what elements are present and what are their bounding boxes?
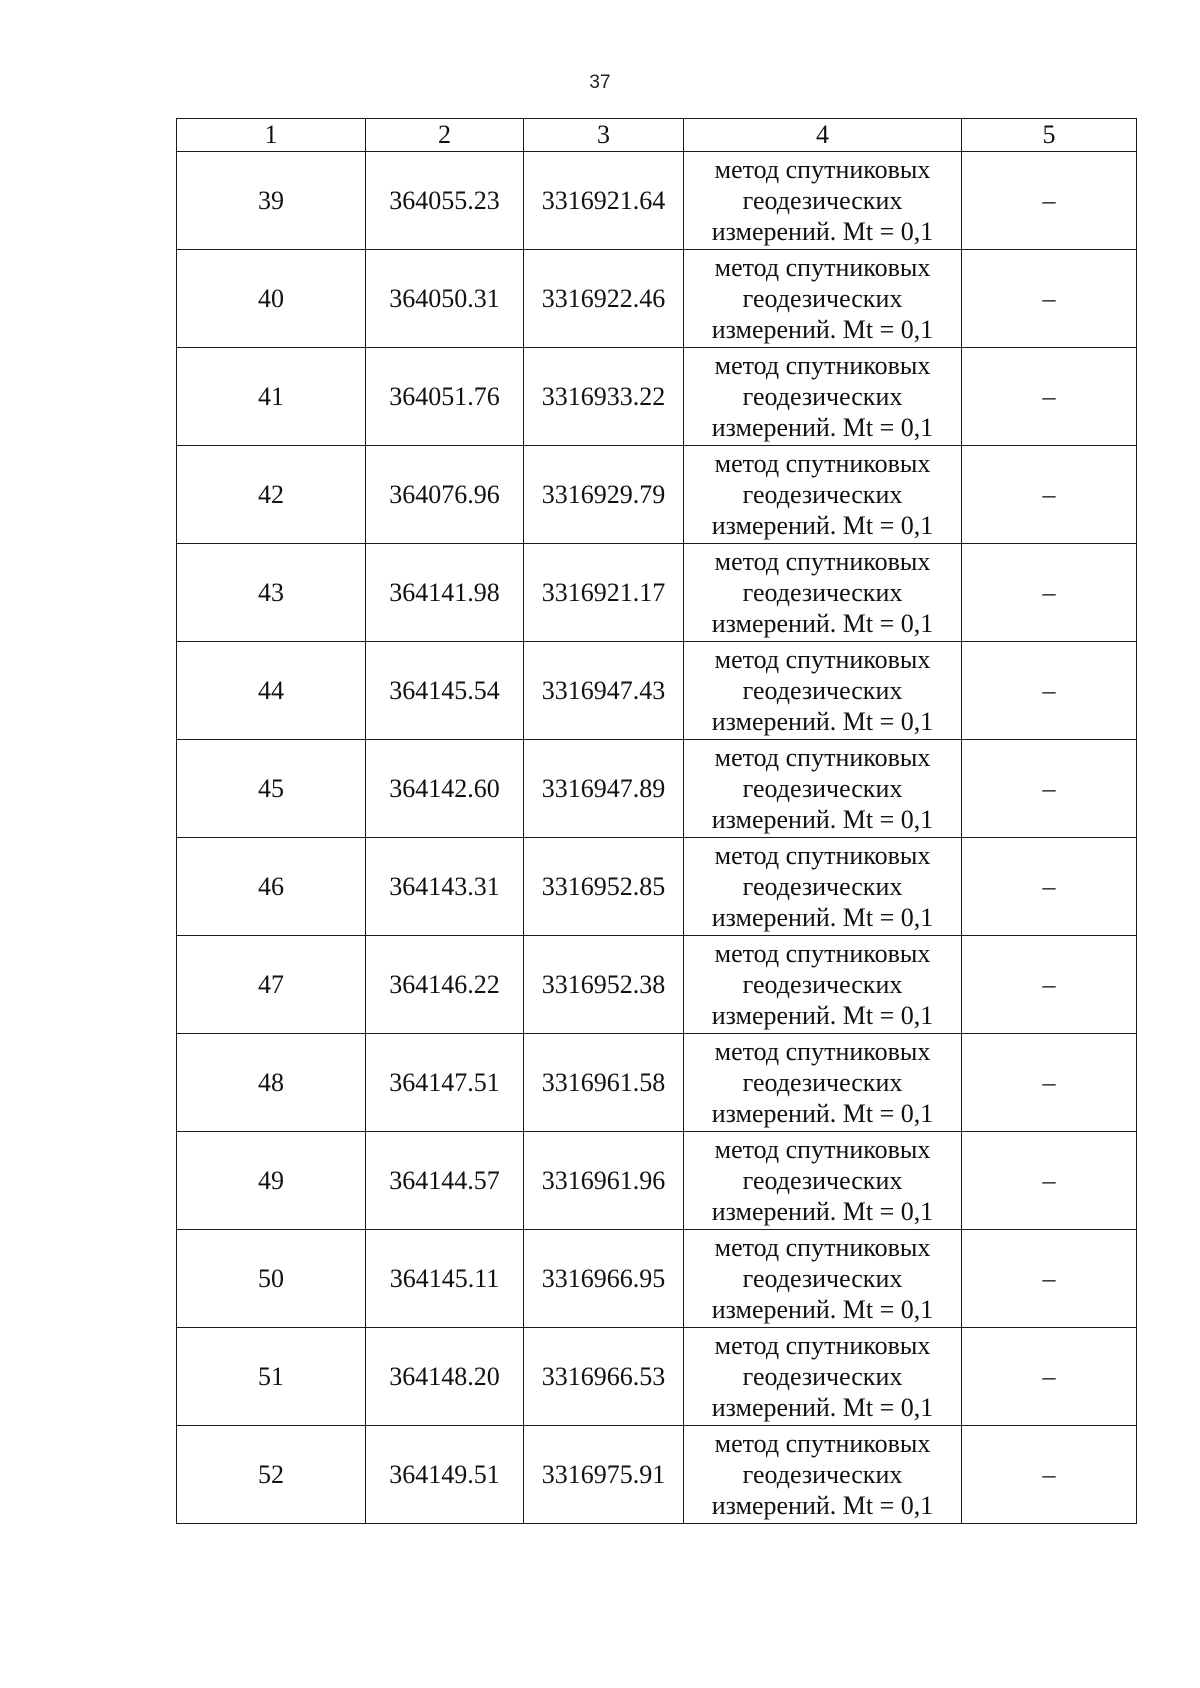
- method-text: [684, 1134, 961, 1227]
- coordinate-y-cell: 3316952.85: [524, 838, 684, 936]
- method-cell: [684, 838, 962, 936]
- method-line: геодезических: [742, 1460, 903, 1489]
- method-line: геодезических: [742, 1166, 903, 1195]
- method-line: геодезических: [742, 774, 903, 803]
- method-text: [684, 938, 961, 1031]
- table-row: [177, 1426, 1137, 1524]
- method-line: геодезических: [742, 186, 903, 215]
- header-col-1: 1: [177, 119, 366, 152]
- note-cell: –: [962, 642, 1137, 740]
- note-cell: –: [962, 1034, 1137, 1132]
- table-row: [177, 642, 1137, 740]
- note-cell: –: [962, 152, 1137, 250]
- coordinate-y-cell: 3316922.46: [524, 250, 684, 348]
- page-number: 37: [589, 72, 611, 93]
- coordinate-x-cell: 364149.51: [366, 1426, 524, 1524]
- method-line: измерений. Mt = 0,1: [711, 1393, 934, 1422]
- method-text: [684, 644, 961, 737]
- method-line: метод спутниковых: [714, 547, 931, 576]
- point-number-cell: 46: [177, 838, 366, 936]
- method-text: [684, 448, 961, 541]
- point-number-cell: 47: [177, 936, 366, 1034]
- coordinate-x-cell: 364055.23: [366, 152, 524, 250]
- point-number-cell: 39: [177, 152, 366, 250]
- table-row: [177, 152, 1137, 250]
- method-cell: [684, 1034, 962, 1132]
- point-number-cell: 51: [177, 1328, 366, 1426]
- coordinates-table: [176, 118, 1137, 1524]
- coordinate-x-cell: 364142.60: [366, 740, 524, 838]
- method-line: геодезических: [742, 382, 903, 411]
- point-number-cell: 43: [177, 544, 366, 642]
- coordinate-x-cell: 364141.98: [366, 544, 524, 642]
- method-line: измерений. Mt = 0,1: [711, 1099, 934, 1128]
- coordinate-y-cell: 3316921.64: [524, 152, 684, 250]
- method-line: измерений. Mt = 0,1: [711, 1295, 934, 1324]
- method-cell: [684, 1132, 962, 1230]
- method-text: [684, 1036, 961, 1129]
- method-cell: [684, 1426, 962, 1524]
- table-body: [177, 152, 1137, 1524]
- method-line: геодезических: [742, 1264, 903, 1293]
- coordinate-y-cell: 3316961.58: [524, 1034, 684, 1132]
- coordinate-x-cell: 364050.31: [366, 250, 524, 348]
- note-cell: –: [962, 250, 1137, 348]
- note-cell: –: [962, 838, 1137, 936]
- coordinate-x-cell: 364148.20: [366, 1328, 524, 1426]
- method-text: [684, 840, 961, 933]
- table-row: [177, 446, 1137, 544]
- coordinate-x-cell: 364145.54: [366, 642, 524, 740]
- method-line: метод спутниковых: [714, 1135, 931, 1164]
- note-cell: –: [962, 348, 1137, 446]
- method-line: измерений. Mt = 0,1: [711, 707, 934, 736]
- table-row: [177, 348, 1137, 446]
- table-row: [177, 838, 1137, 936]
- table-header: [177, 119, 1137, 152]
- method-line: измерений. Mt = 0,1: [711, 903, 934, 932]
- table-row: [177, 544, 1137, 642]
- method-line: метод спутниковых: [714, 253, 931, 282]
- coordinate-x-cell: 364143.31: [366, 838, 524, 936]
- method-line: геодезических: [742, 1068, 903, 1097]
- point-number-cell: 41: [177, 348, 366, 446]
- coordinate-x-cell: 364144.57: [366, 1132, 524, 1230]
- header-col-3: 3: [524, 119, 684, 152]
- method-cell: [684, 250, 962, 348]
- point-number-cell: 45: [177, 740, 366, 838]
- note-cell: –: [962, 1426, 1137, 1524]
- method-text: [684, 1232, 961, 1325]
- note-cell: –: [962, 740, 1137, 838]
- note-cell: –: [962, 1328, 1137, 1426]
- coordinate-y-cell: 3316966.53: [524, 1328, 684, 1426]
- coordinate-y-cell: 3316961.96: [524, 1132, 684, 1230]
- method-line: метод спутниковых: [714, 1331, 931, 1360]
- method-line: геодезических: [742, 284, 903, 313]
- method-line: измерений. Mt = 0,1: [711, 1001, 934, 1030]
- table-row: [177, 1328, 1137, 1426]
- coordinate-y-cell: 3316921.17: [524, 544, 684, 642]
- method-line: геодезических: [742, 578, 903, 607]
- note-cell: –: [962, 1230, 1137, 1328]
- note-cell: –: [962, 544, 1137, 642]
- note-cell: –: [962, 1132, 1137, 1230]
- method-line: метод спутниковых: [714, 449, 931, 478]
- table-row: [177, 1132, 1137, 1230]
- point-number-cell: 44: [177, 642, 366, 740]
- method-line: измерений. Mt = 0,1: [711, 1491, 934, 1520]
- method-text: [684, 154, 961, 247]
- coordinate-x-cell: 364146.22: [366, 936, 524, 1034]
- coordinate-x-cell: 364076.96: [366, 446, 524, 544]
- method-line: метод спутниковых: [714, 743, 931, 772]
- method-cell: [684, 544, 962, 642]
- table-row: [177, 1230, 1137, 1328]
- method-line: метод спутниковых: [714, 1037, 931, 1066]
- coordinate-y-cell: 3316933.22: [524, 348, 684, 446]
- coordinate-x-cell: 364147.51: [366, 1034, 524, 1132]
- method-line: геодезических: [742, 872, 903, 901]
- coordinate-x-cell: 364145.11: [366, 1230, 524, 1328]
- point-number-cell: 42: [177, 446, 366, 544]
- method-cell: [684, 1230, 962, 1328]
- note-cell: –: [962, 446, 1137, 544]
- method-line: метод спутниковых: [714, 939, 931, 968]
- coordinate-y-cell: 3316947.89: [524, 740, 684, 838]
- coordinate-y-cell: 3316975.91: [524, 1426, 684, 1524]
- table-row: [177, 250, 1137, 348]
- coordinate-y-cell: 3316952.38: [524, 936, 684, 1034]
- header-col-4: 4: [684, 119, 962, 152]
- method-text: [684, 350, 961, 443]
- method-line: измерений. Mt = 0,1: [711, 315, 934, 344]
- method-line: метод спутниковых: [714, 645, 931, 674]
- method-line: метод спутниковых: [714, 351, 931, 380]
- header-row: [177, 119, 1137, 152]
- method-text: [684, 742, 961, 835]
- point-number-cell: 48: [177, 1034, 366, 1132]
- method-line: геодезических: [742, 480, 903, 509]
- method-line: геодезических: [742, 1362, 903, 1391]
- coordinate-y-cell: 3316929.79: [524, 446, 684, 544]
- point-number-cell: 40: [177, 250, 366, 348]
- method-cell: [684, 642, 962, 740]
- method-line: метод спутниковых: [714, 155, 931, 184]
- method-line: измерений. Mt = 0,1: [711, 217, 934, 246]
- method-line: измерений. Mt = 0,1: [711, 1197, 934, 1226]
- method-line: измерений. Mt = 0,1: [711, 609, 934, 638]
- method-cell: [684, 152, 962, 250]
- method-text: [684, 1428, 961, 1521]
- point-number-cell: 50: [177, 1230, 366, 1328]
- coordinate-y-cell: 3316966.95: [524, 1230, 684, 1328]
- method-line: измерений. Mt = 0,1: [711, 413, 934, 442]
- method-text: [684, 1330, 961, 1423]
- method-cell: [684, 348, 962, 446]
- point-number-cell: 49: [177, 1132, 366, 1230]
- method-cell: [684, 740, 962, 838]
- method-cell: [684, 936, 962, 1034]
- header-col-2: 2: [366, 119, 524, 152]
- method-line: геодезических: [742, 970, 903, 999]
- method-cell: [684, 1328, 962, 1426]
- note-cell: –: [962, 936, 1137, 1034]
- table-row: [177, 740, 1137, 838]
- method-line: геодезических: [742, 676, 903, 705]
- method-text: [684, 252, 961, 345]
- header-col-5: 5: [962, 119, 1137, 152]
- method-text: [684, 546, 961, 639]
- method-line: метод спутниковых: [714, 1233, 931, 1262]
- method-line: измерений. Mt = 0,1: [711, 805, 934, 834]
- method-line: метод спутниковых: [714, 841, 931, 870]
- method-line: измерений. Mt = 0,1: [711, 511, 934, 540]
- method-cell: [684, 446, 962, 544]
- table-row: [177, 1034, 1137, 1132]
- coordinate-x-cell: 364051.76: [366, 348, 524, 446]
- table-row: [177, 936, 1137, 1034]
- point-number-cell: 52: [177, 1426, 366, 1524]
- method-line: метод спутниковых: [714, 1429, 931, 1458]
- coordinate-y-cell: 3316947.43: [524, 642, 684, 740]
